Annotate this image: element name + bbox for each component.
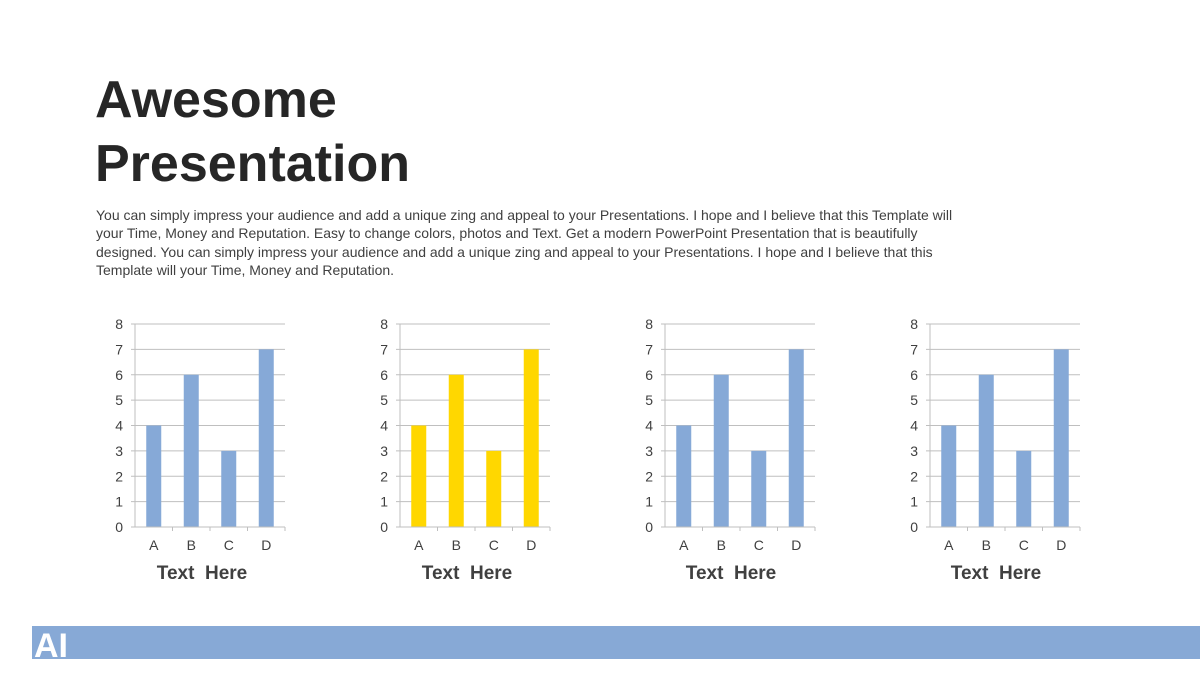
x-tick-label: A xyxy=(679,537,689,553)
x-tick-label: D xyxy=(526,537,537,553)
y-tick-label: 4 xyxy=(645,417,653,434)
bar-chart-3-plot xyxy=(630,312,820,562)
y-tick-label: 2 xyxy=(645,468,653,485)
y-tick-label: 4 xyxy=(910,417,918,434)
y-tick-label: 8 xyxy=(910,316,918,332)
bar-chart-4 xyxy=(895,312,1085,562)
bar-b xyxy=(449,375,464,527)
y-tick-label: 5 xyxy=(115,392,123,409)
bar-chart-4-plot xyxy=(895,312,1085,562)
y-tick-label: 6 xyxy=(910,366,918,383)
body-paragraph: You can simply impress your audience and add a unique zing and appeal to your Presentations. I hope and I believe that this Template will your Time, Money and Reputation. Easy to change colors, photos and Text. Get a modern PowerPoint Presentation that is beautifully designed. You can simply impress your audience and add a unique zing and appeal to your Presentations. I hope and I believe that this Template will your Time, Money and Reputation. xyxy=(96,207,953,278)
slide-title xyxy=(95,68,695,196)
bar-d xyxy=(259,349,274,527)
bar-chart-2 xyxy=(365,312,555,562)
bar-chart-1 xyxy=(100,312,290,562)
chart-4-caption: Text Here xyxy=(950,563,1042,584)
bar-d xyxy=(524,349,539,527)
chart-2-caption: Text Here xyxy=(421,563,513,584)
y-tick-label: 1 xyxy=(645,493,653,510)
chart-3-caption: Text Here xyxy=(685,563,777,584)
x-tick-label: B xyxy=(716,537,726,553)
bar-b xyxy=(714,375,729,527)
bar-chart-3 xyxy=(630,312,820,562)
y-tick-label: 3 xyxy=(645,442,653,459)
bar-c xyxy=(751,451,766,527)
bar-a xyxy=(941,426,956,528)
y-tick-label: 6 xyxy=(380,366,388,383)
x-tick-label: A xyxy=(149,537,159,553)
x-tick-label: C xyxy=(753,537,764,553)
y-tick-label: 4 xyxy=(115,417,123,434)
y-tick-label: 0 xyxy=(645,519,653,535)
y-tick-label: 0 xyxy=(115,519,123,535)
y-tick-label: 0 xyxy=(910,519,918,535)
x-tick-label: B xyxy=(186,537,196,553)
bar-a xyxy=(146,426,161,528)
y-tick-label: 8 xyxy=(115,316,123,332)
bar-c xyxy=(1016,451,1031,527)
bar-a xyxy=(411,426,426,528)
bar-b xyxy=(184,375,199,527)
y-tick-label: 0 xyxy=(380,519,388,535)
bar-chart-1-plot xyxy=(100,312,290,562)
y-tick-label: 3 xyxy=(380,442,388,459)
y-tick-label: 2 xyxy=(910,468,918,485)
y-tick-label: 7 xyxy=(115,341,123,358)
bar-d xyxy=(1054,349,1069,527)
y-tick-label: 3 xyxy=(910,442,918,459)
chart-1-caption: Text Here xyxy=(156,563,248,584)
x-tick-label: D xyxy=(1056,537,1067,553)
y-tick-label: 5 xyxy=(645,392,653,409)
bar-c xyxy=(486,451,501,527)
y-tick-label: 7 xyxy=(910,341,918,358)
x-tick-label: C xyxy=(1018,537,1029,553)
x-tick-label: C xyxy=(488,537,499,553)
y-tick-label: 7 xyxy=(380,341,388,358)
y-tick-label: 8 xyxy=(645,316,653,332)
footer-bar xyxy=(76,626,1200,659)
x-tick-label: B xyxy=(451,537,461,553)
y-tick-label: 8 xyxy=(380,316,388,332)
ai-logo-icon xyxy=(32,626,82,659)
slide-title-line-1: Awesome xyxy=(95,71,337,129)
y-tick-label: 2 xyxy=(115,468,123,485)
y-tick-label: 6 xyxy=(645,366,653,383)
slide-title-line-2: Presentation xyxy=(95,135,410,193)
bar-d xyxy=(789,349,804,527)
x-tick-label: A xyxy=(944,537,954,553)
y-tick-label: 2 xyxy=(380,468,388,485)
x-tick-label: D xyxy=(261,537,272,553)
bar-a xyxy=(676,426,691,528)
y-tick-label: 7 xyxy=(645,341,653,358)
y-tick-label: 6 xyxy=(115,366,123,383)
x-tick-label: B xyxy=(981,537,991,553)
y-tick-label: 1 xyxy=(380,493,388,510)
x-tick-label: C xyxy=(223,537,234,553)
y-tick-label: 1 xyxy=(910,493,918,510)
x-tick-label: A xyxy=(414,537,424,553)
y-tick-label: 1 xyxy=(115,493,123,510)
bar-chart-2-plot xyxy=(365,312,555,562)
bar-c xyxy=(221,451,236,527)
y-tick-label: 4 xyxy=(380,417,388,434)
x-tick-label: D xyxy=(791,537,802,553)
y-tick-label: 3 xyxy=(115,442,123,459)
bar-b xyxy=(979,375,994,527)
y-tick-label: 5 xyxy=(380,392,388,409)
y-tick-label: 5 xyxy=(910,392,918,409)
ai-logo-text: AI xyxy=(34,627,68,659)
